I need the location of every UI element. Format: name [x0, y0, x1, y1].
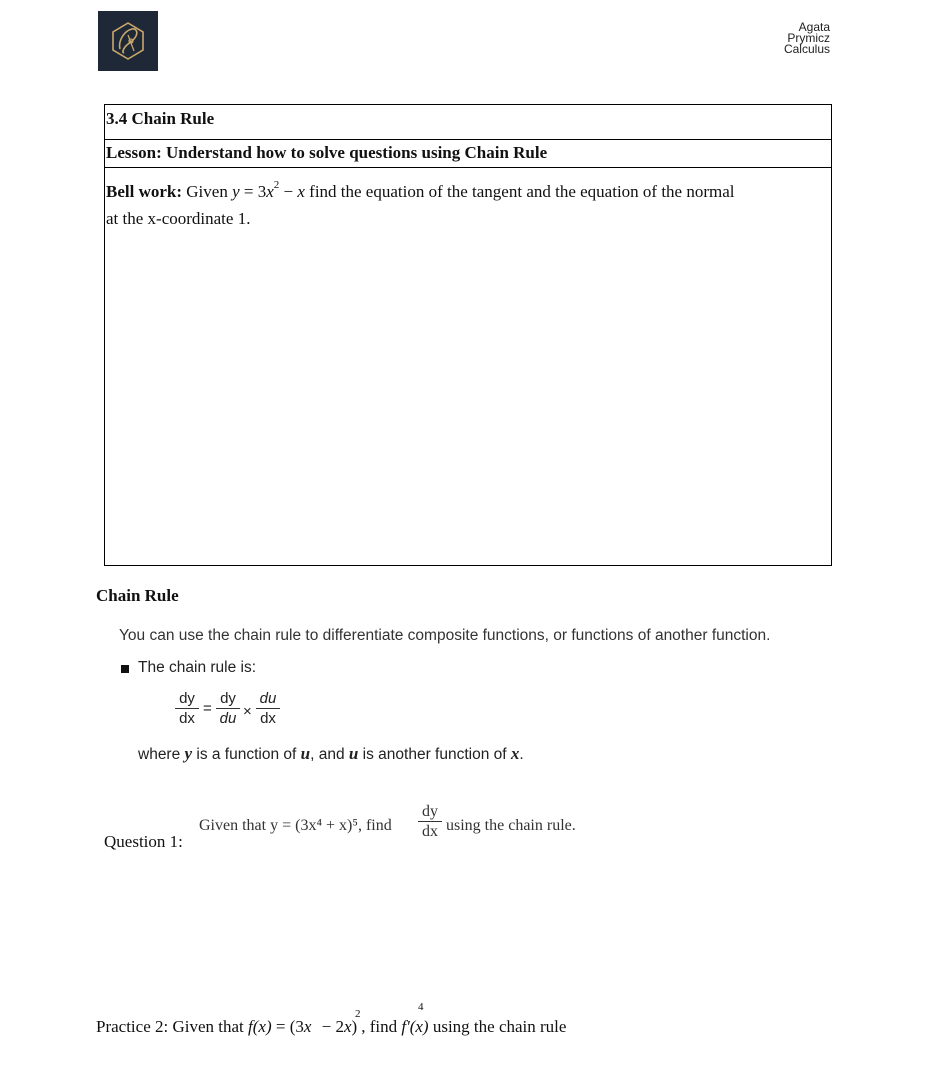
where-text-3: , and — [310, 746, 349, 763]
fraction-bar — [216, 708, 240, 709]
practice-2-text-end: using the chain rule — [428, 1017, 567, 1036]
practice-2 — [96, 1017, 566, 1037]
formula-b-den: dx — [260, 710, 276, 727]
var-u2: u — [348, 744, 359, 763]
formula-a-num: dy — [220, 690, 236, 707]
bell-work-line2: at the x-coordinate 1. — [106, 209, 251, 228]
practice-2-func: f(x) — [248, 1017, 272, 1036]
formula-b-num: du — [259, 690, 277, 707]
bell-work-text: find the equation of the tangent and the equation of the normal — [304, 182, 735, 201]
author-block — [710, 22, 830, 55]
bell-work-label: Bell work: — [106, 182, 183, 201]
bell-eq-x2: x — [297, 182, 305, 201]
author-last-name: Prymicz — [787, 31, 830, 45]
bullet-text: The chain rule is: — [138, 659, 257, 676]
bell-eq-exponent: 2 — [273, 179, 280, 191]
var-y: y — [184, 744, 193, 763]
chain-rule-explanation — [138, 744, 524, 764]
q1-frac-num: dy — [422, 803, 438, 820]
practice-2-eq: = (3 — [271, 1017, 304, 1036]
practice-2-close: ) — [351, 1017, 358, 1036]
practice-2-square-exponent: 2 — [355, 1008, 361, 1020]
practice-2-x: x — [303, 1017, 312, 1036]
formula-b-fraction — [256, 690, 280, 727]
fraction-bar — [418, 821, 442, 822]
lesson-table — [104, 104, 832, 566]
formula-lhs-den: dx — [179, 710, 195, 727]
logo — [98, 11, 158, 71]
question-1-text: Given that y = (3x⁴ + x)⁵, find — [199, 817, 392, 834]
bell-eq-minus: − — [279, 182, 298, 201]
question-1-fraction — [418, 803, 442, 840]
formula-a-den: du — [219, 710, 237, 727]
where-text-5: . — [519, 746, 524, 763]
formula-equals: = — [203, 700, 212, 717]
section-heading: Chain Rule — [96, 586, 179, 605]
practice-2-power-exponent: 4 — [418, 1001, 424, 1013]
bell-eq-y: y — [232, 182, 240, 201]
var-u: u — [300, 744, 311, 763]
where-text-2: is a function of — [192, 746, 301, 763]
question-1-text-after: using the chain rule. — [446, 817, 576, 834]
table-lesson-row — [105, 140, 831, 168]
practice-2-text-after: , find — [361, 1017, 402, 1036]
chain-rule-intro: You can use the chain rule to differentiate composite functions, or functions of another function. — [119, 627, 771, 644]
fraction-bar — [256, 708, 280, 709]
formula-lhs-num: dy — [179, 690, 195, 707]
course-name: Calculus — [783, 42, 830, 56]
formula-lhs-fraction — [175, 690, 199, 727]
formula-a-fraction — [216, 690, 240, 727]
bullet-square-icon — [121, 665, 129, 673]
table-title-row — [105, 105, 831, 140]
practice-2-mid: − 2 — [317, 1017, 344, 1036]
lesson-number-title: 3.4 Chain Rule — [106, 109, 215, 128]
bell-eq-x: x — [266, 182, 274, 201]
fraction-bar — [175, 708, 199, 709]
practice-2-intro: Practice 2: Given that — [96, 1017, 249, 1036]
geometric-compass-logo-icon — [98, 11, 158, 71]
practice-2-x2: x — [344, 1017, 352, 1036]
bell-work-cell[interactable] — [105, 168, 831, 565]
bell-given: Given — [186, 182, 233, 201]
bell-eq-mid: = 3 — [239, 182, 267, 201]
practice-2-derivative: f'(x) — [401, 1017, 429, 1036]
author-first-name: Agata — [798, 20, 830, 34]
formula-times: × — [243, 703, 252, 720]
question-1-label: Question 1: — [104, 832, 183, 851]
where-text-1: where — [138, 746, 185, 763]
var-x: x — [510, 744, 520, 763]
q1-frac-den: dx — [422, 823, 438, 840]
where-text-4: is another function of — [358, 746, 511, 763]
lesson-objective: Lesson: Understand how to solve questions using Chain Rule — [106, 143, 548, 162]
